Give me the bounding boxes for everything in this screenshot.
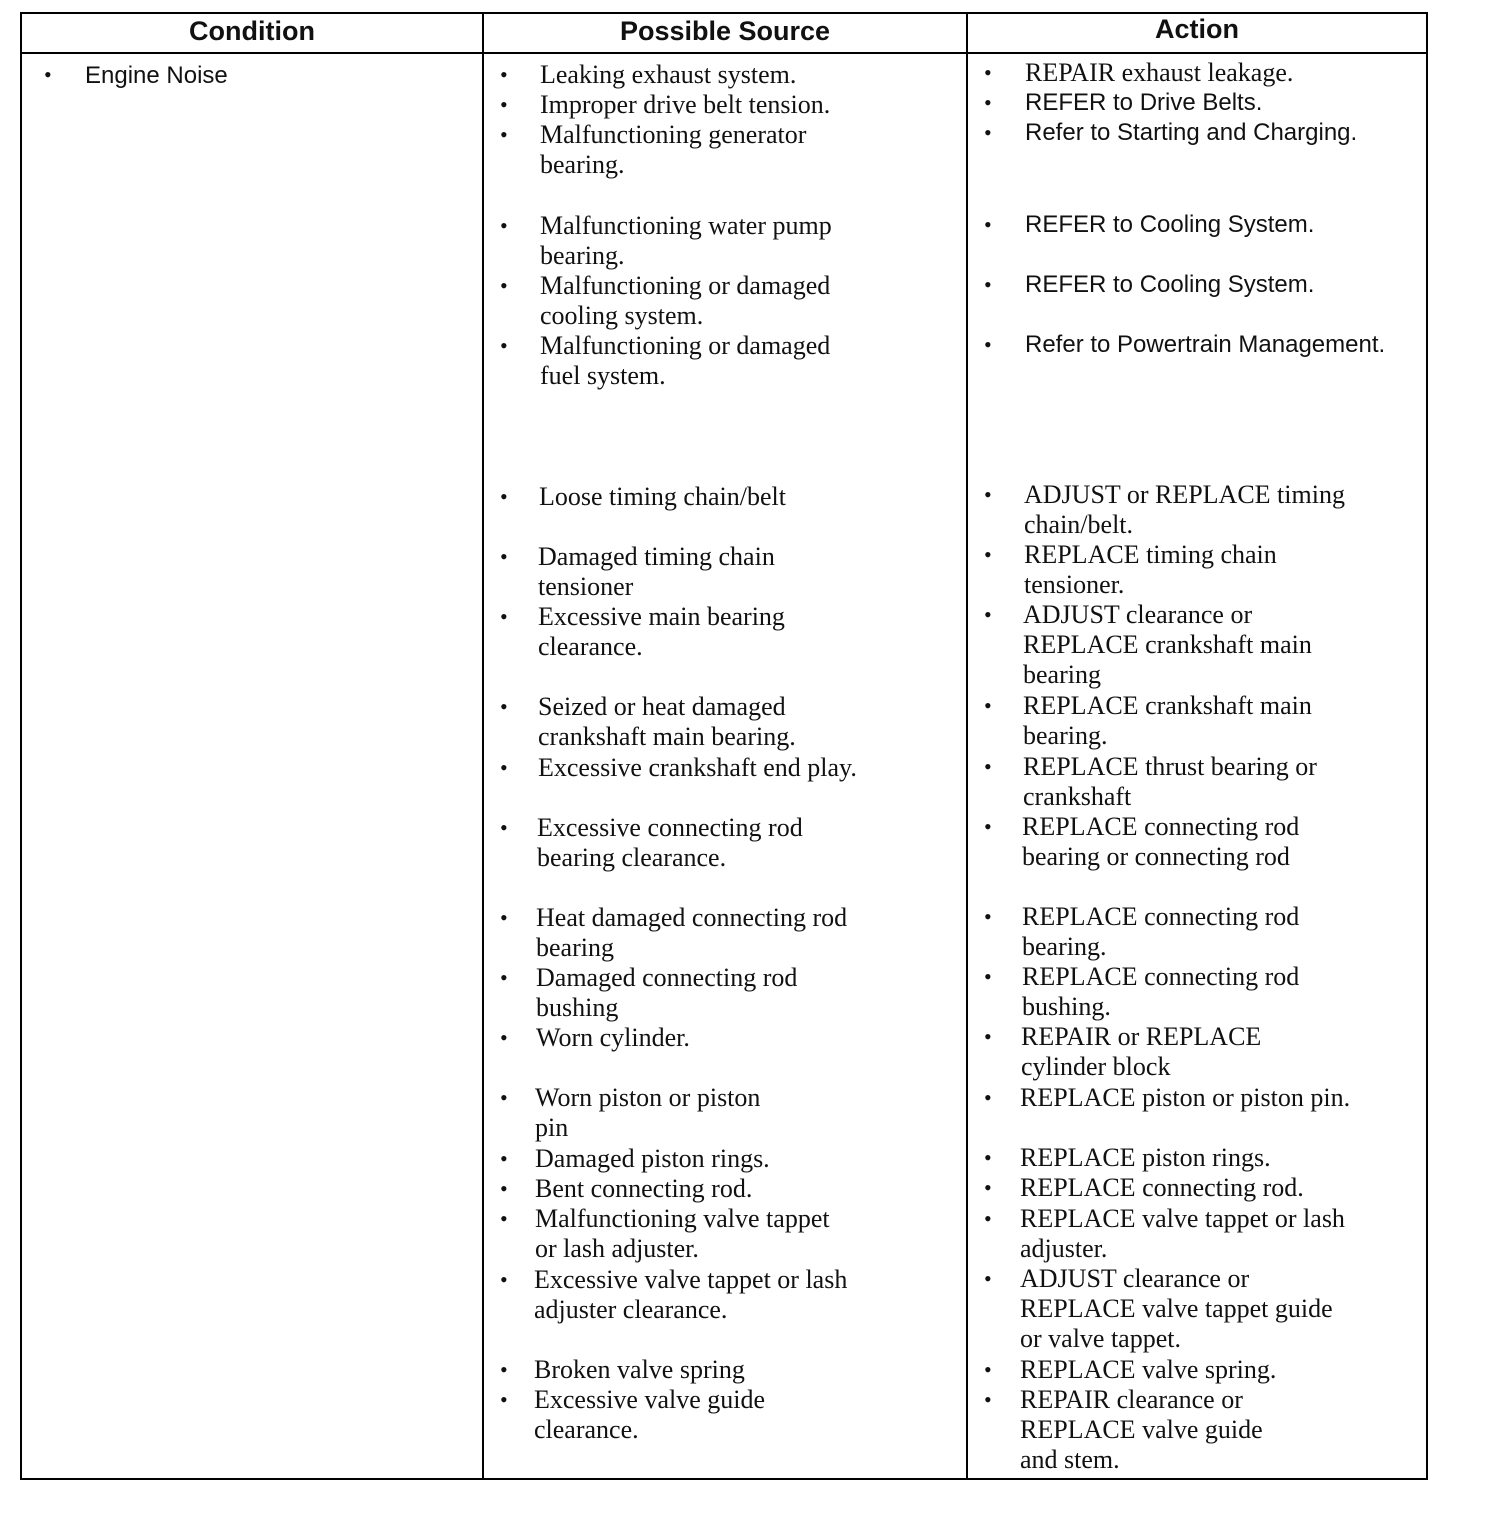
action-item-line: and stem. <box>1020 1445 1120 1474</box>
action-item-line: or valve tappet. <box>1020 1324 1181 1353</box>
action-item-line: Refer to Starting and Charging. <box>1025 119 1358 146</box>
source-bullet: • <box>500 1267 508 1292</box>
action-item-line: bearing. <box>1022 932 1107 961</box>
source-item-line: Seized or heat damaged <box>538 692 786 721</box>
source-item-line: Malfunctioning valve tappet <box>535 1204 830 1233</box>
source-bullet: • <box>500 484 508 509</box>
source-bullet: • <box>500 333 508 358</box>
column-divider-2 <box>966 12 968 1480</box>
action-item-line: bushing. <box>1022 992 1111 1021</box>
action-item-line: bearing or connecting rod <box>1022 842 1290 871</box>
source-bullet: • <box>500 815 508 840</box>
source-item-line: Malfunctioning or damaged <box>540 271 831 300</box>
action-bullet: • <box>984 272 992 297</box>
source-bullet: • <box>500 905 508 930</box>
action-item-line: REPLACE connecting rod <box>1022 902 1300 931</box>
action-bullet: • <box>984 1085 992 1110</box>
source-bullet: • <box>500 544 508 569</box>
action-item-line: REPLACE crankshaft main <box>1023 630 1312 659</box>
source-item-line: clearance. <box>534 1415 639 1444</box>
source-item-line: clearance. <box>538 632 643 661</box>
action-bullet: • <box>984 1145 992 1170</box>
source-bullet: • <box>500 604 508 629</box>
action-bullet: • <box>984 754 992 779</box>
source-bullet: • <box>500 1146 508 1171</box>
source-bullet: • <box>500 1176 508 1201</box>
source-item-line: Bent connecting rod. <box>535 1174 753 1203</box>
action-item-line: REPLACE piston rings. <box>1020 1143 1271 1172</box>
action-item-line: REPLACE connecting rod. <box>1020 1173 1304 1202</box>
action-item-line: REFER to Cooling System. <box>1025 211 1315 238</box>
source-item-line: Broken valve spring <box>534 1355 745 1384</box>
source-item-line: pin <box>535 1113 569 1142</box>
source-bullet: • <box>500 1206 508 1231</box>
action-bullet: • <box>984 1175 992 1200</box>
action-bullet: • <box>984 602 992 627</box>
header-action: Action <box>1155 14 1239 44</box>
action-item-line: REPLACE valve tappet or lash <box>1020 1204 1345 1233</box>
source-bullet: • <box>500 92 508 117</box>
source-item-line: adjuster clearance. <box>534 1295 728 1324</box>
action-bullet: • <box>984 212 992 237</box>
source-bullet: • <box>500 694 508 719</box>
header-condition: Condition <box>189 16 315 46</box>
action-bullet: • <box>984 1024 992 1049</box>
action-bullet: • <box>984 964 992 989</box>
source-item-line: Excessive valve tappet or lash <box>534 1265 848 1294</box>
source-item-line: Leaking exhaust system. <box>540 60 797 89</box>
action-item-line: REPLACE valve tappet guide <box>1020 1294 1333 1323</box>
source-item-line: or lash adjuster. <box>535 1234 699 1263</box>
source-bullet: • <box>500 62 508 87</box>
header-possible-source: Possible Source <box>619 16 831 46</box>
source-bullet: • <box>500 1085 508 1110</box>
source-item-line: Excessive connecting rod <box>537 813 803 842</box>
action-item-line: REPLACE connecting rod <box>1022 962 1300 991</box>
action-bullet: • <box>984 542 992 567</box>
source-bullet: • <box>500 1357 508 1382</box>
source-item-line: Excessive main bearing <box>538 602 785 631</box>
action-item-line: ADJUST clearance or <box>1020 1264 1250 1293</box>
action-bullet: • <box>984 693 992 718</box>
action-item-line: bearing. <box>1023 721 1108 750</box>
source-item-line: bearing clearance. <box>537 843 727 872</box>
source-item-line: Damaged connecting rod <box>536 963 798 992</box>
source-item-line: bearing. <box>540 150 625 179</box>
action-item-line: ADJUST clearance or <box>1023 600 1253 629</box>
condition-text: Engine Noise <box>85 62 228 89</box>
action-item-line: REPLACE thrust bearing or <box>1023 752 1317 781</box>
action-bullet: • <box>984 814 992 839</box>
source-item-line: Heat damaged connecting rod <box>536 903 848 932</box>
action-bullet: • <box>984 482 992 507</box>
action-item-line: REPLACE valve guide <box>1020 1415 1263 1444</box>
source-item-line: bearing. <box>540 241 625 270</box>
source-item-line: crankshaft main bearing. <box>538 722 796 751</box>
action-item-line: bearing <box>1023 660 1101 689</box>
source-bullet: • <box>500 273 508 298</box>
action-bullet: • <box>984 60 992 85</box>
source-bullet: • <box>500 122 508 147</box>
source-bullet: • <box>500 965 508 990</box>
source-item-line: Excessive crankshaft end play. <box>538 753 857 782</box>
action-bullet: • <box>984 904 992 929</box>
source-item-line: Improper drive belt tension. <box>540 90 831 119</box>
action-bullet: • <box>984 332 992 357</box>
source-item-line: Damaged timing chain <box>538 542 775 571</box>
action-item-line: cylinder block <box>1021 1052 1171 1081</box>
source-bullet: • <box>500 755 508 780</box>
action-item-line: REPLACE piston or piston pin. <box>1020 1083 1351 1112</box>
source-item-line: Damaged piston rings. <box>535 1144 770 1173</box>
action-item-line: crankshaft <box>1023 782 1132 811</box>
action-bullet: • <box>984 90 992 115</box>
condition-bullet: • <box>44 62 52 87</box>
source-bullet: • <box>500 1025 508 1050</box>
action-bullet: • <box>984 1206 992 1231</box>
action-bullet: • <box>984 1387 992 1412</box>
source-item-line: cooling system. <box>540 301 704 330</box>
source-item-line: bushing <box>536 993 619 1022</box>
action-item-line: REPLACE crankshaft main <box>1023 691 1312 720</box>
source-bullet: • <box>500 213 508 238</box>
action-item-line: chain/belt. <box>1024 510 1134 539</box>
action-item-line: tensioner. <box>1024 570 1125 599</box>
action-item-line: REFER to Cooling System. <box>1025 271 1315 298</box>
action-item-line: adjuster. <box>1020 1234 1108 1263</box>
action-item-line: Refer to Powertrain Management. <box>1025 331 1386 358</box>
source-bullet: • <box>500 1387 508 1412</box>
column-divider-1 <box>482 12 484 1480</box>
source-item-line: Malfunctioning or damaged <box>540 331 831 360</box>
source-item-line: Excessive valve guide <box>534 1385 766 1414</box>
source-item-line: Worn piston or piston <box>535 1083 761 1112</box>
action-bullet: • <box>984 120 992 145</box>
source-item-line: fuel system. <box>540 361 666 390</box>
source-item-line: bearing <box>536 933 614 962</box>
header-divider <box>20 52 1428 54</box>
action-item-line: REPAIR or REPLACE <box>1021 1022 1262 1051</box>
source-item-line: Loose timing chain/belt <box>539 482 786 511</box>
action-item-line: ADJUST or REPLACE timing <box>1024 480 1345 509</box>
action-item-line: REPLACE timing chain <box>1024 540 1277 569</box>
source-item-line: Malfunctioning generator <box>540 120 807 149</box>
action-item-line: REPLACE connecting rod <box>1022 812 1300 841</box>
source-item-line: tensioner <box>538 572 634 601</box>
action-bullet: • <box>984 1266 992 1291</box>
action-item-line: REPAIR exhaust leakage. <box>1025 58 1294 87</box>
action-bullet: • <box>984 1357 992 1382</box>
action-item-line: REPAIR clearance or <box>1020 1385 1243 1414</box>
source-item-line: Worn cylinder. <box>536 1023 690 1052</box>
action-item-line: REFER to Drive Belts. <box>1025 89 1263 116</box>
source-item-line: Malfunctioning water pump <box>540 211 832 240</box>
action-item-line: REPLACE valve spring. <box>1020 1355 1277 1384</box>
